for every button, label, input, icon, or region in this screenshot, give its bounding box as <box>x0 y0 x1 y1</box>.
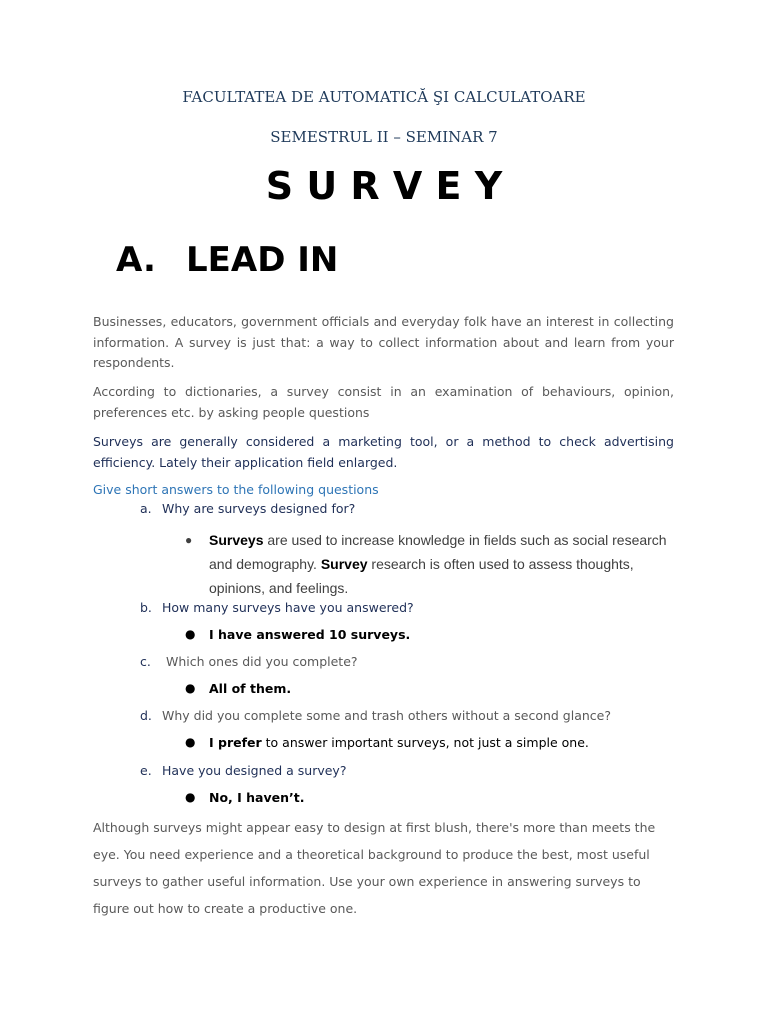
faculty-header: FACULTATEA DE AUTOMATICĂ ŞI CALCULATOARE <box>182 88 586 106</box>
section-heading <box>116 240 338 280</box>
question-c <box>140 654 358 669</box>
section-letter: A. <box>116 240 156 280</box>
question-a <box>140 501 355 516</box>
bullet-icon: ● <box>185 681 196 695</box>
question-letter: c. <box>140 654 151 669</box>
question-letter: a. <box>140 501 152 516</box>
bullet-icon: ● <box>185 533 193 547</box>
answer-part: to answer important surveys, not just a simple one. <box>261 735 589 750</box>
question-d <box>140 708 611 723</box>
question-letter: e. <box>140 763 152 778</box>
question-text: Which ones did you complete? <box>162 654 358 669</box>
paragraph-intro: Businesses, educators, government officials and everyday folk have an interest in collecting information. A survey is just that: a way to collect information about and learn from your respondents. <box>93 314 674 370</box>
closing-paragraph: Although surveys might appear easy to design at first blush, there's more than meets the eye. You need experience and a theoretical background to produce the best, most useful surveys to gather useful information. Use your own experience in answering surveys to figure out how to create a productive one. <box>93 820 656 916</box>
answer-bold: Survey <box>320 556 368 572</box>
paragraph-marketing: Surveys are generally considered a marketing tool, or a method to check advertising efficiency. Lately their application field enlarged. <box>93 434 674 470</box>
question-e <box>140 763 346 778</box>
question-letter: b. <box>140 600 152 615</box>
answer-text: No, I haven’t. <box>209 790 305 805</box>
question-text: How many surveys have you answered? <box>162 600 414 615</box>
answer-text: I have answered 10 surveys. <box>209 627 411 642</box>
answer-part: are used to increase knowledge in fields such as social research and demography. <box>209 532 667 572</box>
bullet-icon: ● <box>185 735 196 749</box>
question-text: Why are surveys designed for? <box>162 501 356 516</box>
question-b <box>140 600 414 615</box>
answer-bold: Surveys <box>209 532 264 548</box>
paragraph-definition: According to dictionaries, a survey consist in an examination of behaviours, opinion, preferences etc. by asking people questions <box>93 384 674 420</box>
section-heading-text: LEAD IN <box>186 240 339 280</box>
bullet-icon: ● <box>185 627 196 641</box>
instruction-text: Give short answers to the following questions <box>93 482 379 497</box>
semester-header: SEMESTRUL II – SEMINAR 7 <box>270 128 498 146</box>
answer-text <box>209 528 679 600</box>
bullet-icon: ● <box>185 790 196 804</box>
answer-bold: I prefer <box>209 735 262 750</box>
question-text: Why did you complete some and trash others without a second glance? <box>162 708 611 723</box>
question-letter: d. <box>140 708 152 723</box>
answer-text: All of them. <box>209 681 292 696</box>
answer-part: research is often used to assess thoughts, opinions, and feelings. <box>209 556 634 596</box>
question-text: Have you designed a survey? <box>162 763 347 778</box>
document-title: S U R V E Y <box>265 164 503 208</box>
answer-text <box>209 735 589 750</box>
